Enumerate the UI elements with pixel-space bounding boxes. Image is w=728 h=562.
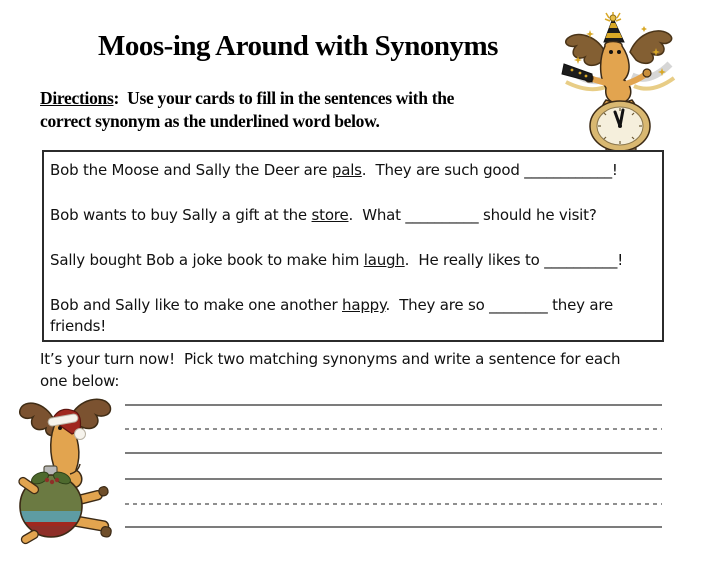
new-year-moose-clipart [556,12,684,160]
writing-line-solid [125,404,662,406]
sentence: Bob and Sally like to make one another happy. They are so ________ they are friends! [50,296,614,335]
directions-text: Directions: Use your cards to fill in the sentences with the correct synonym as the underlined word below. [40,88,455,131]
fill-in-blank: __________ [405,206,479,224]
underlined-word: laugh [363,251,405,269]
writing-line-dashed [125,428,662,430]
fill-in-blank: ________ [489,296,548,314]
christmas-moose-clipart [14,390,124,552]
fill-in-blank: __________ [544,251,618,269]
writing-line-dashed [125,503,662,505]
writing-line-solid [125,452,662,454]
directions-label: Directions [40,88,114,108]
underlined-word: store [311,206,349,224]
turn-prompt: It’s your turn now! Pick two matching synonyms and write a sentence for each one below: [40,350,621,390]
page-title: Moos-ing Around with Synonyms [98,30,498,62]
sentence-box [42,150,664,342]
party-hat-icon [600,12,628,42]
sentence: Bob the Moose and Sally the Deer are pals. They are such good ____________! [50,161,618,179]
fill-in-blank: ____________ [524,161,612,179]
sentence: Bob wants to buy Sally a gift at the store. What __________ should he visit? [50,206,597,224]
sentence-list [50,160,662,337]
writing-line-solid [125,478,662,480]
underlined-word: happy [342,296,386,314]
sentence: Sally bought Bob a joke book to make him laugh. He really likes to __________! [50,251,624,269]
clock-icon [590,101,650,154]
writing-line-solid [125,526,662,528]
underlined-word: pals [331,161,362,179]
